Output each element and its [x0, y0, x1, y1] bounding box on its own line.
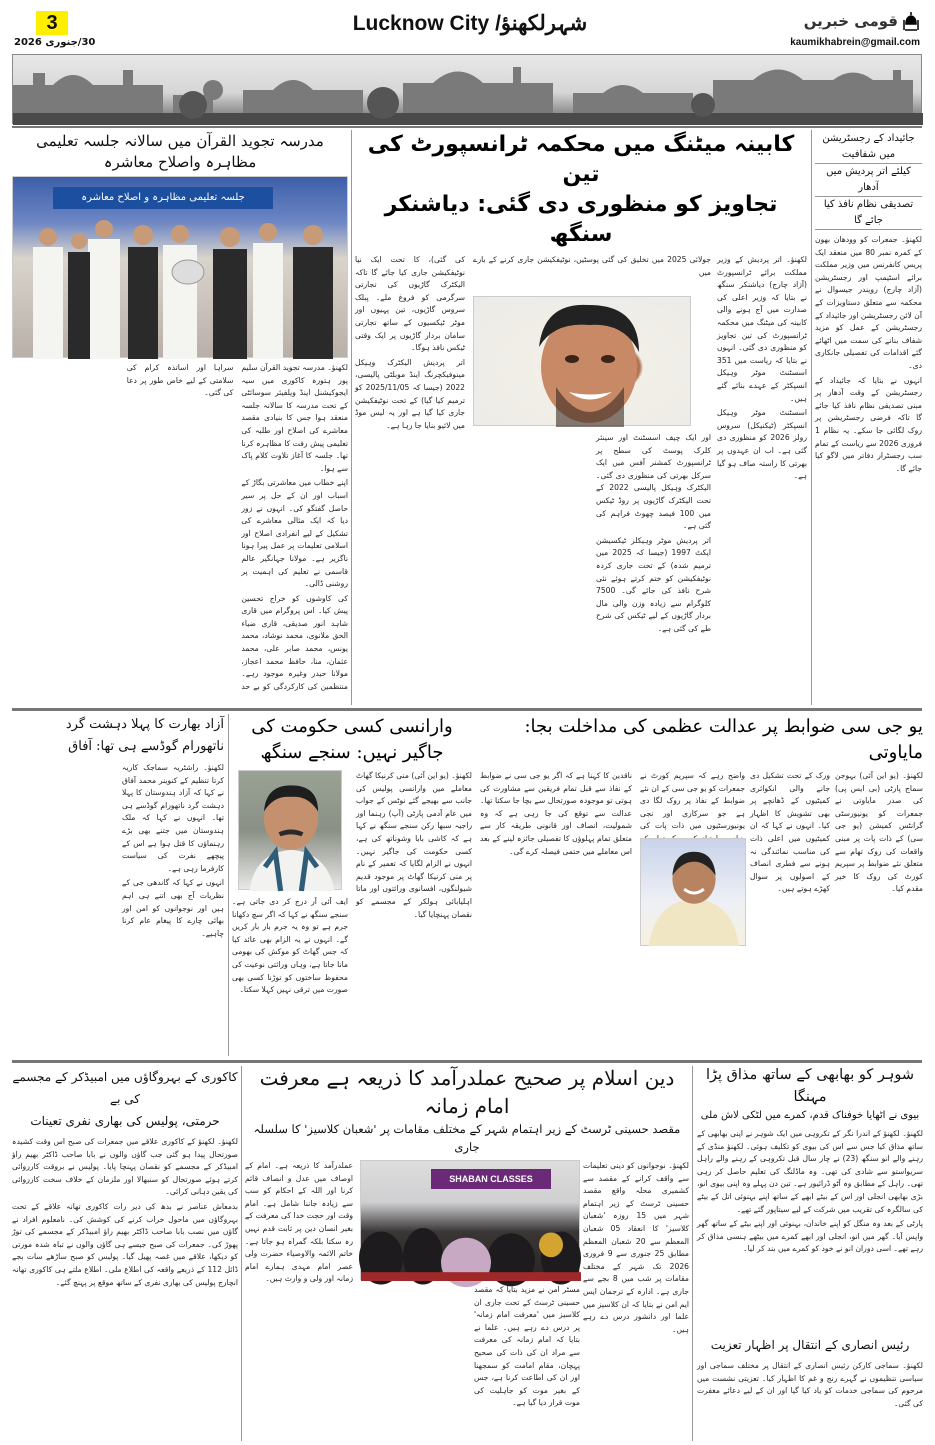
divider [351, 130, 352, 705]
newspaper-logo [780, 8, 920, 34]
logo-text: قومی خبریں [803, 12, 898, 30]
article-headline: جائیداد کے رجسٹریشن میں شفافیت کیلئے اتر پردیش میں آدھار تصدیقی نظام نافذ کیا جائے گا [815, 131, 922, 230]
event-banner: جلسہ تعلیمی مظاہرہ و اصلاح معاشرہ [53, 187, 273, 209]
photo-banner: SHABAN CLASSES [431, 1169, 551, 1189]
divider [12, 708, 922, 711]
divider [811, 130, 812, 705]
article-subheadline: مقصد حسینی ٹرسٹ کے زیر اہتمام شہر کے مختلف مقامات پر 'شعبان کلاسیز' کا سلسلہ جاری [253, 1122, 681, 1154]
page-number-badge: 3 [36, 11, 68, 35]
article-headline: آزاد بھارت کا پہلا دہشت گرد ناتھورام گوڈسے ہی تھا: آفاق [65, 717, 224, 754]
section-title: شہرلکھنؤ/ Lucknow City [352, 12, 588, 35]
mayawati-photo [640, 838, 746, 946]
article-kakori [12, 1066, 238, 1441]
article-body-col: لکھنؤ۔ اتر پردیش کے وزیر مملکت برائے ٹرانسپورٹ (آزاد چارج) دیاشنکر سنگھ نے بتایا کہ وزیر اعلی کی صدارت میں آج ہونے والی کابینہ کی میٹنگ میں محکمہ ٹرانسپورٹ کی تین تجاویز کو منظوری دی گئی۔ انہوں نے بتایا کہ ریاست میں 351 اسسٹنٹ موٹر وہیکل انسپکٹر کے عہدے بنائے گئے ہیں۔ اسسٹنٹ موٹر وہیکل انسپکٹر (ٹیکنیکل) سروس رولز 2026 کو منظوری دی گئی ہے۔ اب ان عہدوں پر بھرتی کا راستہ صاف ہو گیا ہے۔ [717, 255, 807, 481]
divider [692, 1066, 693, 1441]
article-cabinet-transport [355, 130, 807, 706]
divider [12, 126, 922, 128]
article-body-col: لکھنؤ۔ (یو این آئی) منی کرنیکا گھاٹ معاملے میں وارانسی پولیس کی جانب سے بھیجے گئے نوٹس کے جواب میں عام آدمی پارٹی (آپ) رہنما اور راجیہ سبھا رکن سنجے سنگھ نے کہا ہے کہ کاشی بابا وشوناتھ کی ہے، کسی حکومت کی جاگیر نہیں۔ انہوں نے الزام لگایا کہ تعمیر کے نام پر منی کرنیکا گھاٹ پر موجود قدیم شیولنگوں، افسانوی وراثتوں اور ماتا اہلیابائی ہولکر کے مجسمے کو نقصان پہنچایا گیا۔ [356, 771, 472, 919]
madrasa-event-photo [12, 176, 348, 358]
article-body-col: عملدرآمد کا ذریعہ ہے۔ امام کے اوصاف میں عدل و انصاف قائم کرنا اور اللہ کے احکام کو سب سے زیادہ جاننا شامل ہے۔ امام وقت اور حجت خدا کی معرفت کے بغیر انسان دین پر ثابت قدم نہیں رہ سکتا بلکہ گمراہ ہو جاتا ہے۔ خاتم الائمہ والاوصیاء حضرت ولی عصر امام مہدی ہمارے امام زمانہ اور ولی و وارث ہیں۔ [245, 1161, 353, 1284]
article-body-col: ایف آئی آر درج کر دی جاتی ہے۔ سنجے سنگھ نے کہا کہ اگر سچ دکھانا جرم ہے تو وہ یہ جرم بار بار کریں گے۔ انہوں نے یہ الزام بھی عائد کیا کہ جس گھاٹ کو موکش کی بھومی مانا جاتا ہے، وہاں وراثتی نوعیت کی محفوظ ساختوں کو توڑنا کسی بھی صورت میں ترقی نہیں کہلا سکتا۔ [232, 897, 348, 995]
sanjay-singh-photo [238, 770, 342, 890]
article-body-area [480, 770, 923, 1056]
divider [12, 1060, 922, 1063]
contact-email: kaumikhabrein@gmail.com [790, 37, 920, 48]
article-body: لکھنؤ۔ جمعرات کو وودھان بھون کے کمرہ نمبر 80 میں منعقد ایک پریس کانفرنس میں وزیر مملکت برائے اسٹیمپ اور رجسٹریشن (آزاد چارج) رویندر جیسوال نے محکمہ سے متعلق دستاویزات کے آن لائن رجسٹریشن اور جائیداد کے رجسٹریشن کے عمل کو مزید شفاف بنانے کی سمت میں اٹھائے گئے اقدامات کی تفصیلی جانکاری دی۔ انہوں نے بتایا کہ جائیداد کے رجسٹریشن کے وقت آدھار پر مبنی تصدیقی نظام نافذ کیا جائے گا تاکہ فرضی رجسٹریشن پر روک لگائی جا سکے۔ یہ نظام 1 فروری 2026 سے ریاست کے تمام سب رجسٹرار دفاتر میں لاگو کیا جائے گا۔ [815, 235, 923, 473]
article-body-area [232, 770, 472, 1056]
article-body-col: ناقدین کا کہنا ہے کہ اگر یو جی سی نے ضوابط کے نفاذ سے قبل تمام فریقین سے مشاورت کی ہوتی تو موجودہ صورتحال سے بچا جا سکتا تھا۔ عدالت سے توقع کی جا رہی ہے کہ وہ شمولیت، انصاف اور قانونی طریقہ کار سے متعلق تمام پہلوؤں کا تفصیلی جائزہ لینے کے بعد اس معاملے میں حتمی فیصلہ کرے گی۔ [480, 771, 632, 856]
article-body: لکھنؤ۔ راشٹریہ سماجک کاریہ کرتا تنظیم کے کنوینر محمد آفاق نے کہا کہ آزاد ہندوستان کا پہلا دہشت گرد ناتھورام گوڈسے ہی تھا۔ انہوں نے کہا کہ ملک ہندوستان میں جتنے بھی بڑے رہنماؤں کا قتل ہوا ہے اس کے پیچھے نفرت کی سیاست کارفرما رہی ہے۔ انہوں نے کہا کہ گاندھی جی کے نظریات آج بھی اتنے ہی اہم ہیں اور نوجوانوں کو امن اور بھائی چارے کا پیغام عام کرنا چاہیے۔ [122, 763, 224, 938]
article-body-col: لکھنؤ۔ (یو این آئی) بہوجن سماج پارٹی (بی ایس پی) کی صدر مایاوتی نے جمعرات کو یونیورسٹی گرانٹس کمیشن (یو جی سی) کے ذات پات پر مبنی واقعات کی روک تھام سے متعلق نئے ضوابط پر سپریم کورٹ کی روک کا خیر مقدم کیا۔ [835, 771, 923, 894]
article-headline: کابینہ میٹنگ میں محکمہ ٹرانسپورٹ کی تین تجاویز کو منظوری دی گئی: دیاشنکر سنگھ [367, 132, 795, 247]
article-body-col: واضح رہے کہ سپریم کورٹ نے جمعرات کو یو جی سی کے ان نئے ضوابط کے نفاذ پر روک لگا دی ہے جو سرکاری اور نجی یونیورسٹیوں میں ذات پات کی [640, 771, 745, 831]
article-body: لکھنؤ۔ لکھنؤ کے کاکوری علاقے میں جمعرات کی صبح اس وقت کشیدہ صورتحال پیدا ہو گئی جب گاؤں والوں نے بابا صاحب ڈاکٹر بھیم راؤ امبیڈکر کے مجسمے کو نقصان پہنچا پایا۔ پولیس نے بروقت کارروائی کرتے ہوئے صورتحال کو سنبھالا اور ملزمان کے خلاف سخت کارروائی کی یقین دہانی کرائی۔ بدمعاش عناصر نے بدھ کی دیر رات کاکوری تھانہ علاقے کے تحت بہروگاؤں میں ماحول خراب کرنے کی کوشش کی۔ نامعلوم افراد نے گاؤں میں نصب بابا صاحب ڈاکٹر بھیم راؤ امبیڈکر کے مجسمے کی توڑ پھوڑ کی۔ جمعرات کی صبح جیسے ہی گاؤں والوں نے تباہ شدہ مورتی کو دیکھا، علاقے میں غصہ پھیل گیا۔ پولیس کو صبح ساڑھے سات بجے ڈائل 112 کے ذریعے واقعہ کی اطلاع ملی۔ اطلاع ملتے ہی کاکوری تھانہ انچارج پولیس کی بھاری نفری کے ساتھ موقع پر پہنچ گئے۔ [12, 1137, 238, 1287]
article-condolence [697, 1334, 923, 1442]
article-property-registration [815, 131, 922, 706]
article-sanjay-singh [232, 714, 472, 1056]
article-body-area [355, 254, 807, 706]
article-body: لکھنؤ۔ لکھنؤ کے اندرا نگر کے تکروہی میں ایک شوہر نے اپنی بھابھی کے ساتھ مذاق کیا جس سے اس کی بیوی کو تکلیف ہوئی۔ لکھنؤ منڈی کے رہنے والے انو سنگھ (23) نے چار سال قبل تکروہی کے رہنے والے راہل سریواستو سے شادی کی تھی۔ وہ ماڈلنگ کی تعلیم حاصل کر رہی تھی۔ راہل کے مطابق وہ آٹو ڈرائیور ہے۔ تین دن پہلے وہ اپنی بیوی انو، بڑی بھابھی انجلی اور اس کے بیٹے ابھے کے ساتھ اپنے بہنوئی اتل کے بیٹے کی سالگرہ کی تقریب میں شرکت کے لیے سیتاپور گئے تھے۔ پارٹی کے بعد وہ منگل کو اپنے خاندان، بہنوئی اور اپنے بیٹے کے ساتھ گھر واپس آیا۔ گھر میں انو، انجلی اور ابھے کمرے میں بیٹھے ہنسی مذاق کر رہے تھے۔ اسی دوران انو نے خود کو کمرے میں بند کر لیا۔ [697, 1129, 923, 1254]
minister-photo [473, 296, 691, 426]
article-subheadline: بیوی نے اٹھایا خوفناک قدم، کمرے میں لٹکی لاش ملی [700, 1110, 920, 1121]
article-body-top-strip: جولائی 2025 میں تخلیق کی گئی پوسٹیں، نوٹیفکیشن جاری کرنے کے بارے میں [473, 255, 711, 277]
article-body-area [245, 1160, 689, 1442]
article-body-mid: اور ایک چیف اسسٹنٹ اور سینئر کلرک پوسٹ کی سطح پر ٹرانسپورٹ کمشنر آفس میں ایک سرکل بھرتی کی منظوری دی گئی۔ الیکٹرک وہیکل پالیسی 2022 کے تحت الیکٹرک گاڑیوں پر روڈ ٹیکس میں 100 فیصد چھوٹ فراہم کی گئی ہے۔ اتر پردیش موٹر وہیکلز ٹیکسیشن ایکٹ 1997 (جیسا کہ 2025 میں ترمیم شدہ) کے تحت جاری کردہ نوٹیفکیشن کو ختم کرتے ہوئے نئی شرح نافذ کی جائے گی۔ 7500 کلوگرام سے زیادہ وزن والی مال بردار گاڑیوں کے لیے ٹیکس کی شرح طے کی گئی ہے۔ [596, 433, 712, 633]
article-shaban-classes [245, 1064, 689, 1442]
article-mayawati [480, 714, 923, 1056]
article-body: لکھنؤ۔ سماجی کارکن رئیس انصاری کے انتقال پر مختلف سماجی اور سیاسی تنظیموں نے گہرے رنج و غم کا اظہار کیا۔ تعزیتی نشست میں مرحوم کی سماجی خدمات کو یاد کیا گیا اور ان کے لیے دعائے مغفرت کی گئی۔ [697, 1361, 923, 1408]
article-headline: دین اسلام پر صحیح عملدرآمد کا ذریعہ ہے معرفت امام زمانہ [259, 1066, 675, 1118]
article-aafaq [12, 714, 224, 1056]
city-skyline-banner [12, 54, 922, 124]
article-body: لکھنؤ۔ مدرسہ تجوید القرآن سلیم پور ہتورہ کاکوری میں سیہ ایجوکیشنل اینڈ ویلفیئر سوسائٹی کے تحت مدرسہ کا سالانہ جلسہ منعقد ہوا جس کا بنیادی مقصد معاشرے کی اصلاح اور طلبہ کی تعلیمی پیش رفت کا مظاہرہ کرنا تھا۔ جلسہ کا آغاز تلاوت کلام پاک سے ہوا۔ اپنے خطاب میں معاشرتی بگاڑ کے اسباب اور ان کے حل پر سیر حاصل گفتگو کی۔ انہوں نے زور دیا کہ ایک مثالی معاشرے کی تشکیل کے لیے انفرادی اصلاح اور اسلامی تعلیمات پر عمل پیرا ہونا ناگزیر ہے۔ مولانا جہانگیر عالم قاسمی نے تعلیم کی اہمیت پر روشنی ڈالی۔ کی کاوشوں کو خراج تحسین پیش کیا۔ اس پروگرام میں قاری شاہد انور صدیقی، قاری ضیاء الحق ملانوی، محمد نوشاد، محمد یونس، محمد صابر علی، محمد عثمان، منا، حافظ محمد اعجاز، مولانا حیدر وغیرہ موجود رہے۔ منتظمین کی کارکردگی کو بے حد سراہا اور اساتذہ کرام کی سلامتی کے لیے خاص طور پر دعا کی گئی۔ [126, 363, 348, 691]
article-madrasa [12, 131, 348, 706]
issue-date: 30/جنوری 2026 [14, 37, 96, 48]
article-headline: رئیس انصاری کے انتقال پر اظہار تعزیت [710, 1338, 910, 1352]
article-husband-joke [697, 1064, 923, 1332]
article-body-col: ورک کے تحت تشکیل دی جانے والی انکوائری کمیٹیوں کے ڈھانچے پر بھی تشویش کا اظہار کیا۔ انہوں نے کہا کہ ان کمیٹیوں میں اعلی ذات کی مناسب نمائندگی نہ ہونے سے فطری انصاف کے اصولوں پر سوال کھڑے ہوتے ہیں۔ [750, 771, 830, 894]
article-body-col: لکھنؤ۔ نوجوانوں کو دینی تعلیمات سے واقف کرانے کے مقصد سے کشمیری محلہ واقع مقصد حسینی ٹرسٹ کے زیر اہتمام شہر میں 15 روزہ 'شعبان کلاسیز' کا انعقاد 05 شعبان المعظم سے 20 شعبان المعظم مطابق 25 جنوری سے 9 فروری 2026 تک شہر کے مختلف مقامات پر شب میں 8 بجے سے جاری ہے۔ ادارہ کے ترجمان ایس ایم امن نے بتایا کہ ان کلاسیز میں علما اور دانشور درس دے رہے ہیں۔ [583, 1161, 690, 1334]
shaban-classes-photo [360, 1160, 580, 1280]
divider [241, 1066, 242, 1441]
divider [228, 714, 229, 1056]
article-body-mid: مسٹر امن نے مزید بتایا کہ مقصد حسینی ٹرسٹ کے تحت جاری ان کلاسیز میں 'معرفت امام زمانہ' پر درس دے رہے ہیں۔ علما نے بتایا کہ امام زمانہ کی معرفت سے مراد ان کی ذات کی صحیح پہچان، مقام امامت کو سمجھنا اور ان کی اطاعت کرنا ہے، جس کے بغیر موت کو جاہلیت کی موت قرار دیا گیا ہے۔ [474, 1285, 580, 1408]
article-headline: مدرسہ تجوید القرآن میں سالانہ جلسہ تعلیمی مظاہرہ واصلاح معاشرہ [36, 132, 324, 171]
article-headline: یو جی سی ضوابط پر عدالت عظمی کی مداخلت بجا: مایاوتی [524, 716, 923, 763]
article-headline: شوہر کو بھابھی کے ساتھ مذاق پڑا مہنگا [705, 1067, 914, 1105]
article-headline: کاکوری کے بہروگاؤں میں امبیڈکر کے مجسمے کی بے حرمتی، پولیس کی بھاری نفری تعینات [12, 1070, 238, 1128]
article-body-col: کی گئی)، کا تحت ایک نیا نوٹیفکیشن جاری کیا جائے گا تاکہ الیکٹرک گاڑیوں کی تجارتی سرگرمی کو فروغ ملے۔ پبلک سروس گاڑیوں، تین پہیوں اور موٹر ٹیکسیوں کے ساتھ تجارتی سامان بردار گاڑیوں پر ایک وقتی ٹیکس نافذ ہوگا۔ اتر پردیش الیکٹرک وہیکل مینوفیکچرنگ اینڈ موبلٹی پالیسی، 2022 (جیسا کہ 2025/11/05 کو ترمیم کیا گیا) کے تحت نوٹیفکیشن جاری کیا گیا ہے اور یہ لیس موڈ میں لائیو بنایا جا رہا ہے۔ [355, 255, 466, 430]
article-headline: وارانسی کسی حکومت کی جاگیر نہیں: سنجے سنگھ [251, 716, 453, 763]
mosque-icon [902, 10, 920, 32]
